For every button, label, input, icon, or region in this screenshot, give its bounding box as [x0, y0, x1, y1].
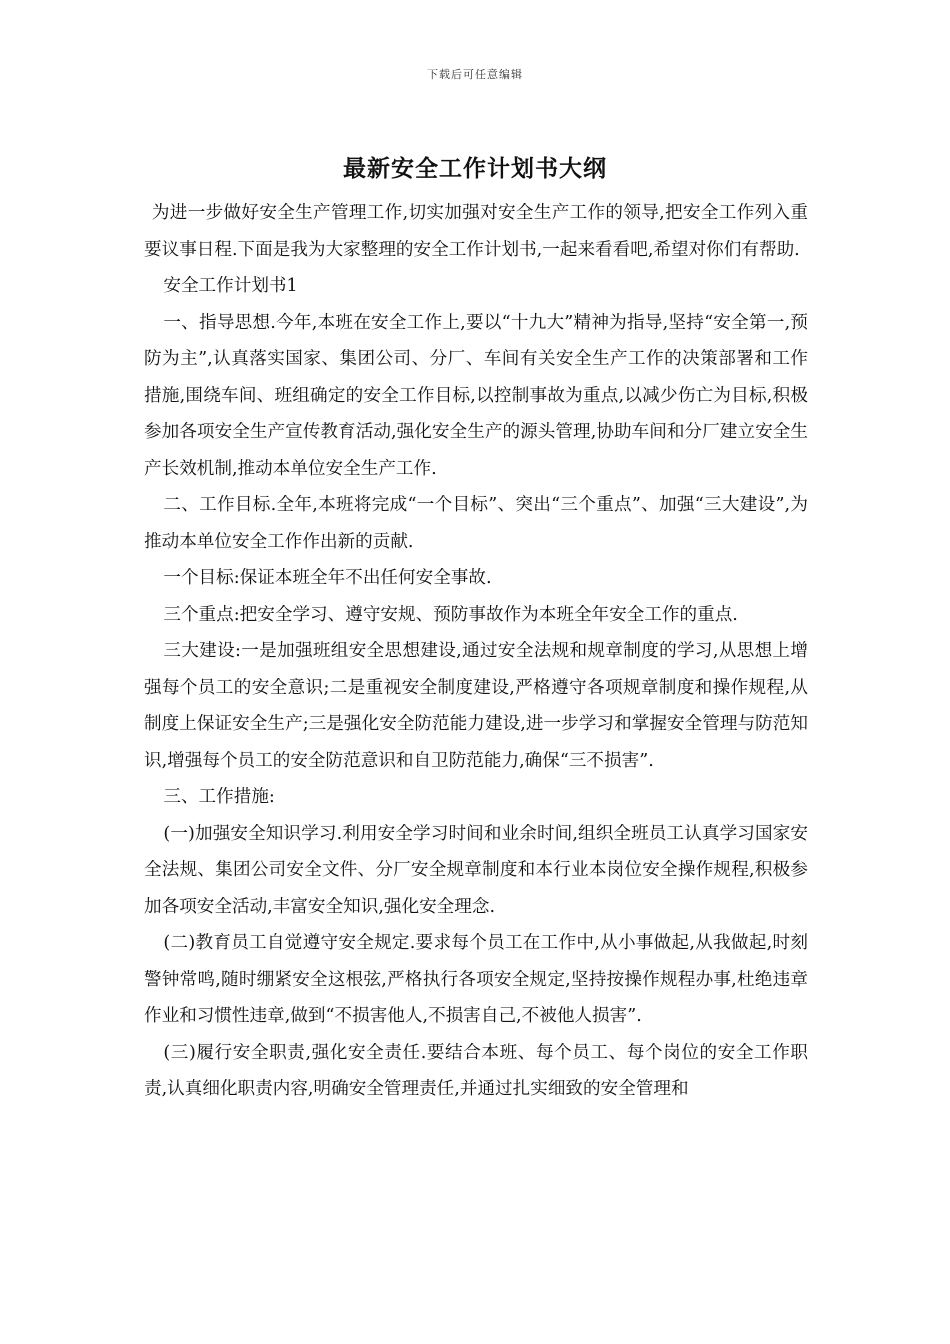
paragraph-three-construction: 三大建设:一是加强班组安全思想建设,通过安全法规和规章制度的学习,从思想上增强每个员工的安全意识;二是重视安全制度建设,严格遵守各项规章制度和操作规程,从制度上保证安全生产;三是强化安全防范能力建设,进一步学习和掌握安全管理与防范知识,增强每个员工的安全防范意识和自卫防范能力,确保“三不损害”. [144, 641, 808, 771]
header-note: 下载后可任意编辑 [427, 68, 523, 81]
paragraph-one-goal: 一个目标:保证本班全年不出任何安全事故. [163, 568, 492, 588]
paragraph-measure-2: (二)教育员工自觉遵守安全规定.要求每个员工在工作中,从小事做起,从我做起,时刻警钟常鸣,随时绷紧安全这根弦,严格执行各项安全规定,坚持按操作规程办事,杜绝违章作业和习惯性违章,做到“不损害他人,不损害自己,不被他人损害”. [144, 933, 808, 1026]
paragraph-work-measures: 三、工作措施: [163, 787, 275, 807]
paragraph-guiding-ideology: 一、指导思想.今年,本班在安全工作上,要以“十九大”精神为指导,坚持“安全第一,预防为主”,认真落实国家、集团公司、分厂、车间有关安全生产工作的决策部署和工作措施,围绕车间、班组确定的安全工作目标,以控制事故为重点,以减少伤亡为目标,积极参加各项安全生产宣传教育活动,强化安全生产的源头管理,协助车间和分厂建立安全生产长效机制,推动本单位安全生产工作. [144, 312, 808, 479]
paragraph-intro: 为进一步做好安全生产管理工作,切实加强对安全生产工作的领导,把安全工作列入重要议事日程.下面是我为大家整理的安全工作计划书,一起来看看吧,希望对你们有帮助. [144, 203, 808, 260]
paragraph-measure-3: (三)履行安全职责,强化安全责任.要结合本班、每个员工、每个岗位的安全工作职责,认真细化职责内容,明确安全管理责任,并通过扎实细致的安全管理和 [144, 1042, 808, 1099]
document-title: 最新安全工作计划书大纲 [343, 156, 607, 182]
paragraph-measure-1: (一)加强安全知识学习.利用安全学习时间和业余时间,组织全班员工认真学习国家安全法规、集团公司安全文件、分厂安全规章制度和本行业本岗位安全操作规程,积极参加各项安全活动,丰富安全知识,强化安全理念. [144, 823, 808, 917]
paragraph-three-focus: 三个重点:把安全学习、遵守安规、预防事故作为本班全年安全工作的重点. [163, 604, 738, 625]
document-body [144, 195, 808, 1108]
paragraph-section-heading: 安全工作计划书1 [163, 276, 298, 296]
paragraph-work-goal: 二、工作目标.全年,本班将完成“一个目标”、突出“三个重点”、加强“三大建设”,为推动本单位安全工作作出新的贡献. [144, 495, 808, 552]
